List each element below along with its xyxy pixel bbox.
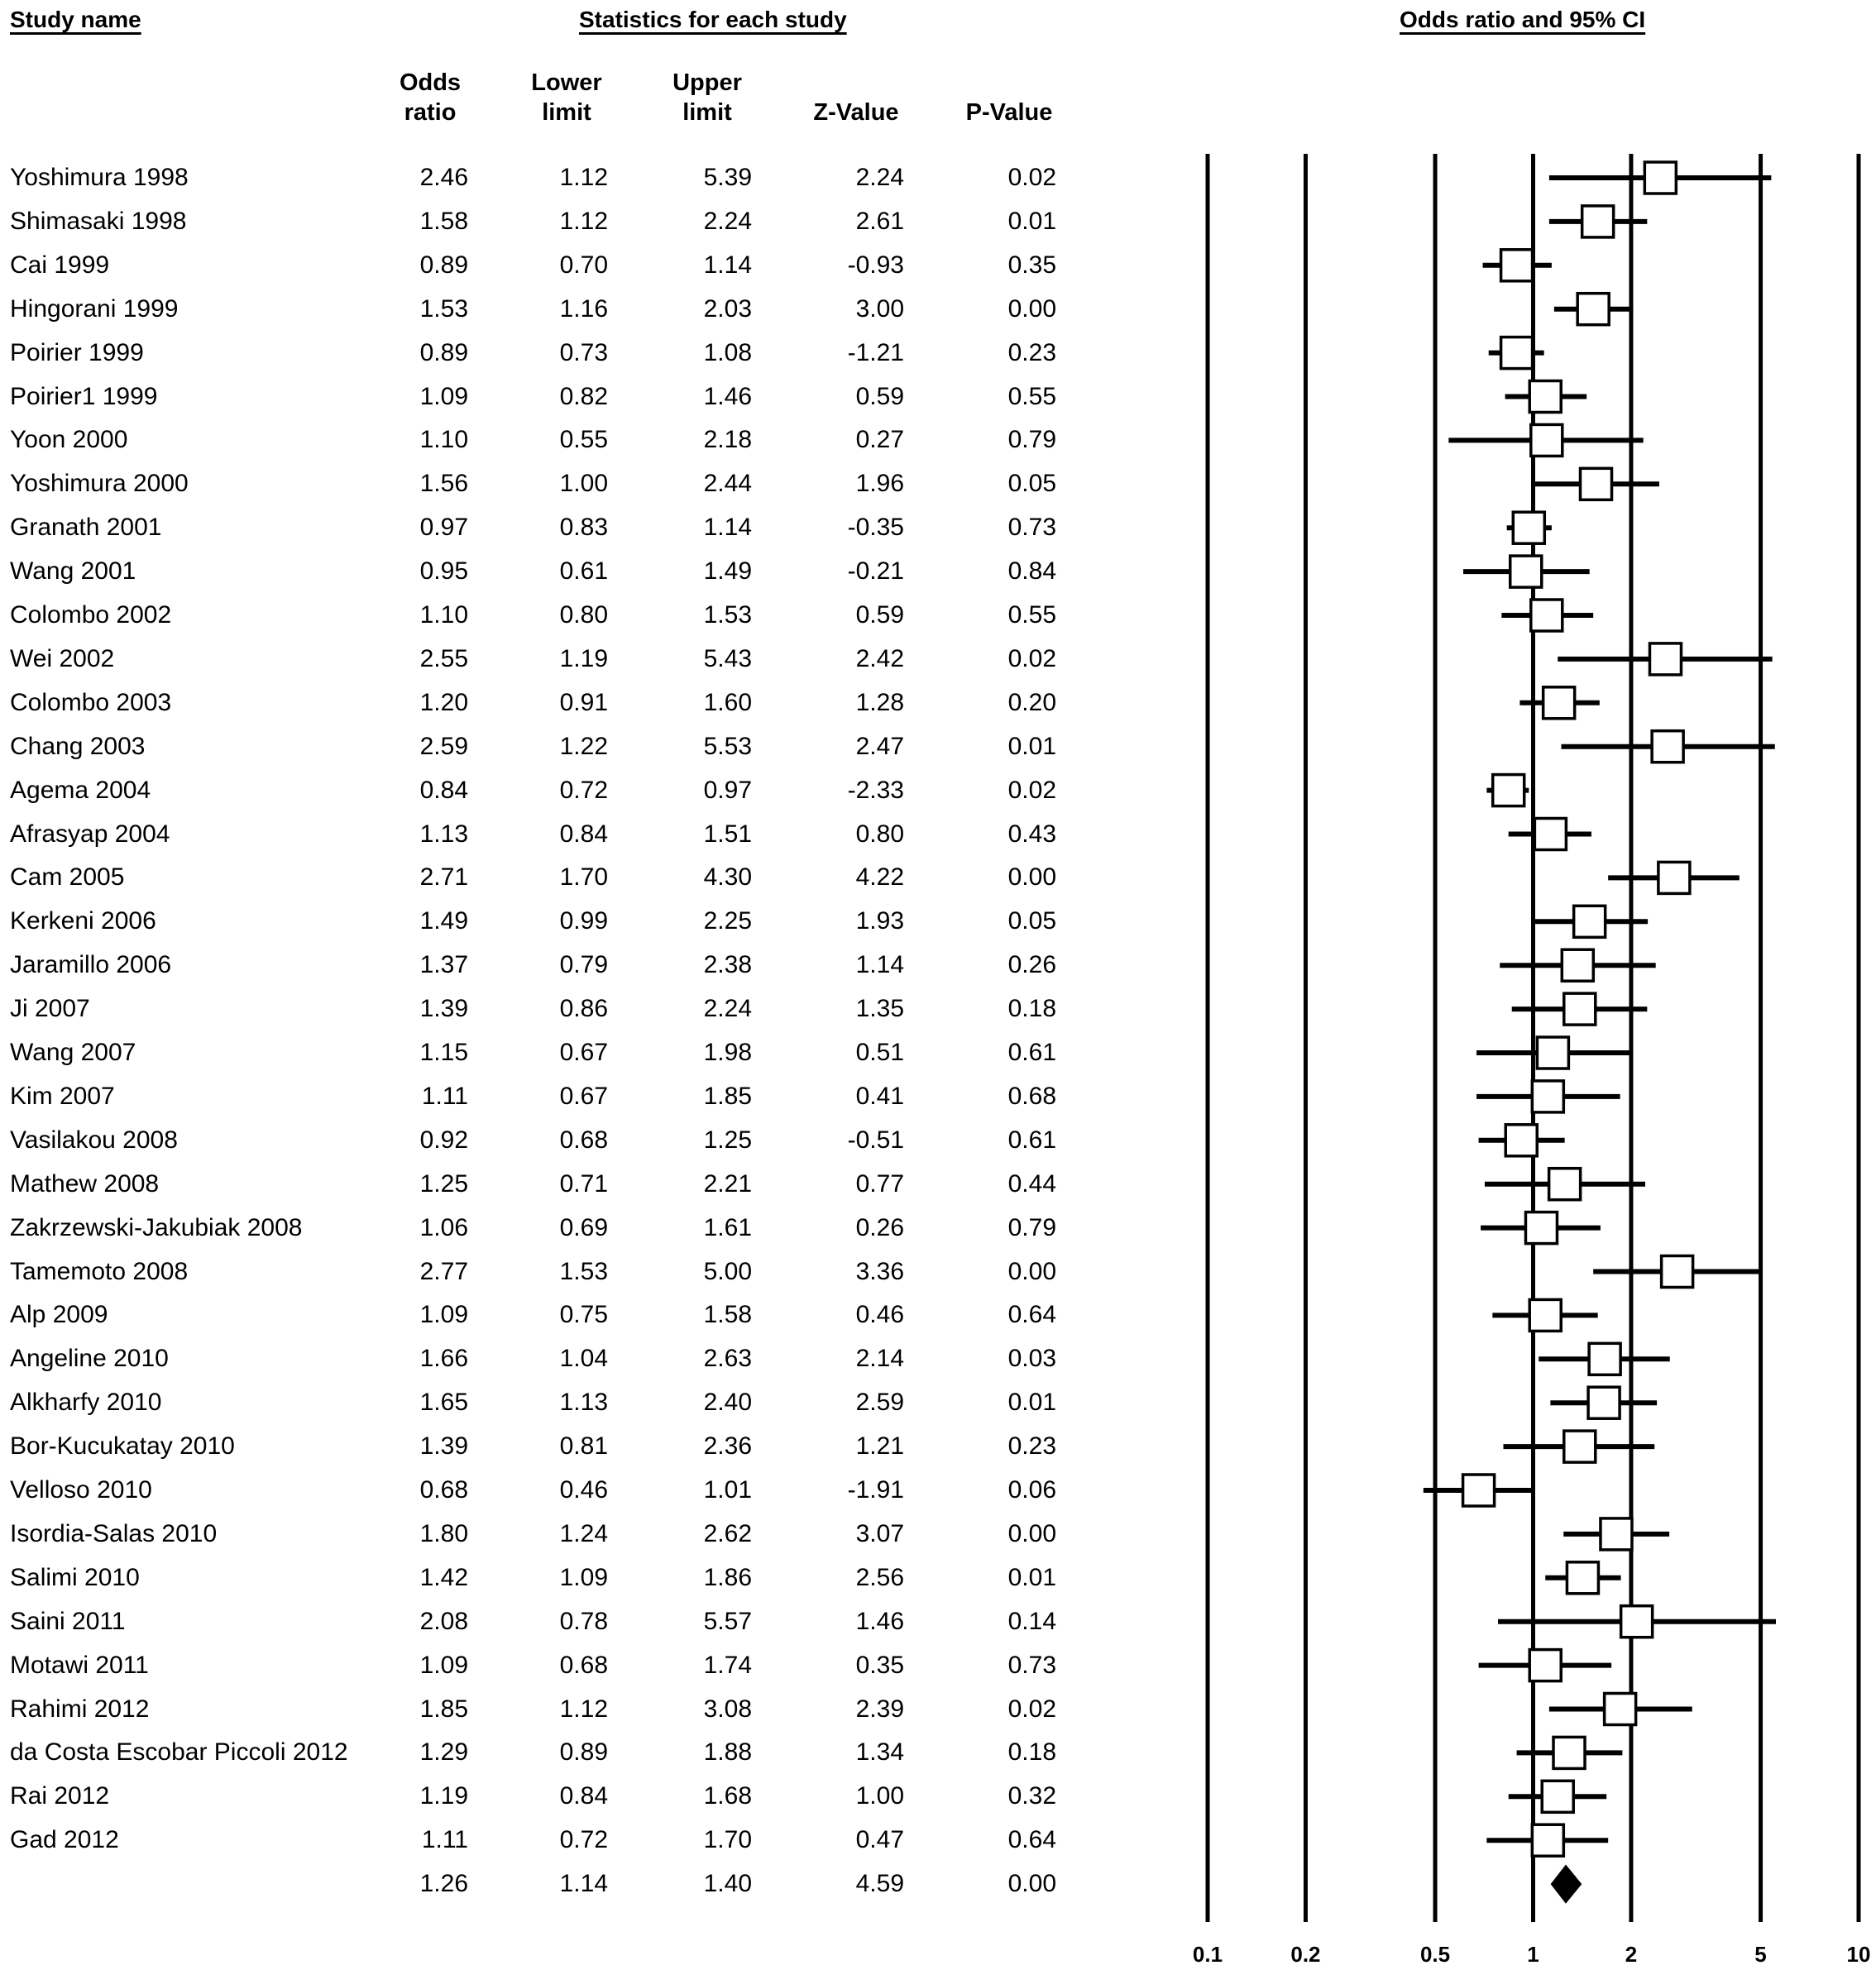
cell-upper-limit: 1.49	[703, 557, 752, 586]
cell-p-value: 0.68	[1007, 1082, 1056, 1110]
cell-odds-ratio: 1.58	[419, 207, 468, 235]
cell-z-value: -2.33	[847, 776, 904, 804]
col-upper-limit: Upper limit	[672, 69, 742, 126]
cell-study-name: Wang 2007	[10, 1039, 136, 1066]
point-estimate-box	[1577, 294, 1609, 325]
cell-z-value: 4.22	[855, 863, 904, 892]
cell-odds-ratio: 1.15	[419, 1039, 468, 1066]
cell-study-name: Motawi 2011	[10, 1651, 149, 1679]
cell-p-value: 0.20	[1007, 688, 1056, 716]
cell-p-value: 0.02	[1007, 1695, 1056, 1723]
cell-p-value: 0.79	[1007, 426, 1056, 454]
header-study-name: Study name	[10, 7, 141, 32]
cell-study-name: Bor-Kucukatay 2010	[10, 1432, 235, 1461]
cell-upper-limit: 2.25	[703, 907, 752, 935]
cell-upper-limit: 2.21	[703, 1169, 752, 1198]
cell-lower-limit: 1.00	[559, 470, 608, 498]
point-estimate-box	[1574, 906, 1606, 937]
cell-odds-ratio: 1.26	[419, 1870, 468, 1898]
cell-odds-ratio: 1.19	[419, 1782, 468, 1810]
cell-p-value: 0.00	[1007, 863, 1056, 892]
cell-p-value: 0.43	[1007, 820, 1056, 848]
cell-p-value: 0.23	[1007, 338, 1056, 366]
cell-study-name: Salimi 2010	[10, 1563, 140, 1591]
cell-z-value: 0.59	[855, 601, 904, 629]
cell-p-value: 0.84	[1007, 557, 1056, 586]
cell-upper-limit: 1.68	[703, 1782, 752, 1810]
cell-z-value: 1.34	[855, 1738, 904, 1767]
point-estimate-box	[1534, 819, 1566, 850]
cell-lower-limit: 0.84	[559, 1782, 608, 1810]
point-estimate-box	[1532, 1824, 1563, 1856]
cell-upper-limit: 1.53	[703, 601, 752, 629]
cell-z-value: -1.91	[847, 1476, 904, 1504]
cell-p-value: 0.73	[1007, 1651, 1056, 1679]
cell-odds-ratio: 2.77	[419, 1257, 468, 1285]
cell-p-value: 0.02	[1007, 776, 1056, 804]
cell-odds-ratio: 1.39	[419, 995, 468, 1023]
point-estimate-box	[1588, 1387, 1620, 1418]
cell-study-name: Afrasyap 2004	[10, 820, 170, 848]
point-estimate-box	[1644, 162, 1676, 194]
point-estimate-box	[1532, 1081, 1563, 1112]
cell-odds-ratio: 1.85	[419, 1695, 468, 1723]
col-lower-limit: Lower limit	[531, 69, 602, 126]
cell-lower-limit: 1.12	[559, 164, 608, 191]
col-p-value: P-Value	[965, 99, 1053, 126]
cell-study-name: Shimasaki 1998	[10, 207, 187, 235]
cell-lower-limit: 0.79	[559, 951, 608, 979]
point-estimate-box	[1531, 600, 1563, 631]
cell-lower-limit: 0.68	[559, 1651, 608, 1679]
cell-p-value: 0.01	[1007, 207, 1056, 235]
cell-lower-limit: 0.99	[559, 907, 608, 935]
cell-odds-ratio: 2.71	[419, 863, 468, 892]
cell-study-name: Cai 1999	[10, 251, 110, 279]
x-tick-label: 0.1	[1192, 1942, 1223, 1967]
cell-upper-limit: 1.58	[703, 1301, 752, 1329]
cell-odds-ratio: 1.39	[419, 1432, 468, 1461]
cell-odds-ratio: 0.97	[419, 514, 468, 542]
point-estimate-box	[1564, 1431, 1596, 1462]
cell-upper-limit: 5.43	[703, 644, 752, 672]
point-estimate-box	[1564, 993, 1596, 1025]
cell-study-name: Kim 2007	[10, 1082, 115, 1110]
point-estimate-box	[1589, 1343, 1620, 1375]
cell-study-name: Tamemoto 2008	[10, 1257, 189, 1285]
cell-odds-ratio: 0.89	[419, 338, 468, 366]
cell-study-name: Poirier 1999	[10, 338, 144, 366]
cell-study-name: Kerkeni 2006	[10, 907, 156, 935]
cell-lower-limit: 0.80	[559, 601, 608, 629]
summary-diamond	[1552, 1866, 1581, 1902]
cell-upper-limit: 1.40	[703, 1870, 752, 1898]
cell-upper-limit: 1.08	[703, 338, 752, 366]
x-tick-label: 1	[1527, 1942, 1539, 1967]
cell-p-value: 0.14	[1007, 1607, 1056, 1635]
cell-p-value: 0.23	[1007, 1432, 1056, 1461]
point-estimate-box	[1662, 1256, 1693, 1288]
point-estimate-box	[1510, 556, 1542, 587]
cell-z-value: 2.39	[855, 1695, 904, 1723]
cell-upper-limit: 2.40	[703, 1389, 752, 1417]
point-estimate-box	[1501, 337, 1533, 369]
cell-z-value: 0.41	[855, 1082, 904, 1110]
cell-lower-limit: 1.19	[559, 644, 608, 672]
cell-lower-limit: 0.61	[559, 557, 608, 586]
cell-lower-limit: 0.72	[559, 776, 608, 804]
cell-odds-ratio: 0.95	[419, 557, 468, 586]
cell-z-value: 3.36	[855, 1257, 904, 1285]
cell-p-value: 0.44	[1007, 1169, 1056, 1198]
cell-z-value: -0.51	[847, 1126, 904, 1154]
cell-odds-ratio: 1.65	[419, 1389, 468, 1417]
point-estimate-box	[1501, 250, 1533, 281]
cell-study-name: Poirier1 1999	[10, 382, 158, 410]
cell-p-value: 0.00	[1007, 294, 1056, 323]
cell-upper-limit: 2.03	[703, 294, 752, 323]
cell-odds-ratio: 2.08	[419, 1607, 468, 1635]
cell-p-value: 0.02	[1007, 644, 1056, 672]
cell-odds-ratio: 0.89	[419, 251, 468, 279]
cell-p-value: 0.01	[1007, 732, 1056, 760]
cell-lower-limit: 0.69	[559, 1213, 608, 1241]
point-estimate-box	[1529, 381, 1561, 413]
cell-z-value: 1.96	[855, 470, 904, 498]
cell-p-value: 0.02	[1007, 164, 1056, 191]
cell-odds-ratio: 1.11	[421, 1826, 468, 1854]
cell-study-name: Vasilakou 2008	[10, 1126, 178, 1154]
cell-odds-ratio: 1.09	[419, 1651, 468, 1679]
cell-lower-limit: 0.55	[559, 426, 608, 454]
cell-lower-limit: 1.16	[559, 294, 608, 323]
cell-odds-ratio: 1.20	[419, 688, 468, 716]
cell-study-name: Jaramillo 2006	[10, 951, 172, 979]
cell-z-value: 0.59	[855, 382, 904, 410]
point-estimate-box	[1525, 1212, 1557, 1244]
cell-z-value: 0.46	[855, 1301, 904, 1329]
cell-study-name: da Costa Escobar Piccoli 2012	[10, 1738, 348, 1767]
point-estimate-box	[1649, 643, 1681, 675]
point-estimate-box	[1463, 1475, 1495, 1506]
cell-study-name: Alkharfy 2010	[10, 1389, 162, 1417]
cell-odds-ratio: 1.37	[419, 951, 468, 979]
x-tick-label: 0.5	[1419, 1942, 1451, 1967]
cell-upper-limit: 2.62	[703, 1519, 752, 1547]
cell-lower-limit: 0.81	[559, 1432, 608, 1461]
cell-study-name: Wei 2002	[10, 644, 115, 672]
cell-upper-limit: 2.38	[703, 951, 752, 979]
cell-lower-limit: 0.68	[559, 1126, 608, 1154]
cell-z-value: 0.47	[855, 1826, 904, 1854]
cell-p-value: 0.03	[1007, 1345, 1056, 1373]
cell-p-value: 0.61	[1007, 1039, 1056, 1066]
cell-upper-limit: 1.01	[703, 1476, 752, 1504]
cell-lower-limit: 0.71	[559, 1169, 608, 1198]
cell-odds-ratio: 1.09	[419, 382, 468, 410]
cell-lower-limit: 1.12	[559, 207, 608, 235]
point-estimate-box	[1537, 1037, 1568, 1069]
cell-upper-limit: 2.44	[703, 470, 752, 498]
cell-study-name: Chang 2003	[10, 732, 146, 760]
cell-p-value: 0.26	[1007, 951, 1056, 979]
cell-lower-limit: 0.86	[559, 995, 608, 1023]
cell-z-value: -0.93	[847, 251, 904, 279]
point-estimate-box	[1652, 731, 1683, 763]
cell-odds-ratio: 1.66	[419, 1345, 468, 1373]
cell-z-value: 2.59	[855, 1389, 904, 1417]
cell-lower-limit: 0.67	[559, 1082, 608, 1110]
cell-z-value: 1.35	[855, 995, 904, 1023]
cell-upper-limit: 2.18	[703, 426, 752, 454]
cell-lower-limit: 1.09	[559, 1563, 608, 1591]
cell-p-value: 0.73	[1007, 514, 1056, 542]
cell-study-name: Ji 2007	[10, 995, 90, 1023]
x-tick-label: 0.2	[1290, 1942, 1321, 1967]
cell-z-value: 1.21	[855, 1432, 904, 1461]
point-estimate-box	[1493, 775, 1524, 806]
cell-lower-limit: 1.70	[559, 863, 608, 892]
cell-z-value: 0.26	[855, 1213, 904, 1241]
cell-z-value: 2.47	[855, 732, 904, 760]
cell-upper-limit: 1.88	[703, 1738, 752, 1767]
cell-z-value: 1.46	[855, 1607, 904, 1635]
cell-upper-limit: 0.97	[703, 776, 752, 804]
cell-z-value: 0.35	[855, 1651, 904, 1679]
cell-lower-limit: 0.84	[559, 820, 608, 848]
cell-lower-limit: 0.72	[559, 1826, 608, 1854]
cell-upper-limit: 1.86	[703, 1563, 752, 1591]
cell-study-name: Colombo 2003	[10, 688, 172, 716]
cell-odds-ratio: 1.09	[419, 1301, 468, 1329]
cell-upper-limit: 5.57	[703, 1607, 752, 1635]
cell-odds-ratio: 2.55	[419, 644, 468, 672]
col-z-value: Z-Value	[813, 99, 899, 126]
cell-z-value: 0.51	[855, 1039, 904, 1066]
cell-lower-limit: 0.75	[559, 1301, 608, 1329]
cell-study-name: Isordia-Salas 2010	[10, 1519, 218, 1547]
cell-upper-limit: 1.61	[703, 1213, 752, 1241]
cell-lower-limit: 0.78	[559, 1607, 608, 1635]
cell-p-value: 0.18	[1007, 1738, 1056, 1767]
cell-study-name: Gad 2012	[10, 1826, 119, 1854]
cell-z-value: 4.59	[855, 1870, 904, 1898]
point-estimate-box	[1543, 687, 1575, 719]
cell-odds-ratio: 1.29	[419, 1738, 468, 1767]
cell-odds-ratio: 1.53	[419, 294, 468, 323]
cell-upper-limit: 1.14	[703, 514, 752, 542]
cell-p-value: 0.55	[1007, 382, 1056, 410]
cell-z-value: 3.00	[855, 294, 904, 323]
cell-study-name: Angeline 2010	[10, 1345, 169, 1373]
cell-lower-limit: 0.73	[559, 338, 608, 366]
point-estimate-box	[1505, 1125, 1537, 1156]
point-estimate-box	[1567, 1562, 1598, 1594]
cell-z-value: 2.14	[855, 1345, 904, 1373]
cell-lower-limit: 1.12	[559, 1695, 608, 1723]
cell-z-value: -1.21	[847, 338, 904, 366]
cell-upper-limit: 1.46	[703, 382, 752, 410]
cell-upper-limit: 5.39	[703, 164, 752, 191]
cell-odds-ratio: 1.11	[421, 1082, 468, 1110]
cell-upper-limit: 5.53	[703, 732, 752, 760]
cell-odds-ratio: 1.49	[419, 907, 468, 935]
cell-study-name: Saini 2011	[10, 1607, 126, 1635]
point-estimate-box	[1601, 1518, 1632, 1550]
cell-p-value: 0.61	[1007, 1126, 1056, 1154]
cell-z-value: -0.35	[847, 514, 904, 542]
header-statistics: Statistics for each study	[579, 7, 847, 32]
cell-upper-limit: 1.51	[703, 820, 752, 848]
cell-lower-limit: 1.14	[559, 1870, 608, 1898]
cell-z-value: 2.42	[855, 644, 904, 672]
cell-lower-limit: 0.67	[559, 1039, 608, 1066]
cell-p-value: 0.32	[1007, 1782, 1056, 1810]
cell-upper-limit: 2.36	[703, 1432, 752, 1461]
cell-z-value: 2.56	[855, 1563, 904, 1591]
cell-upper-limit: 1.25	[703, 1126, 752, 1154]
cell-p-value: 0.35	[1007, 251, 1056, 279]
cell-z-value: 2.24	[855, 164, 904, 191]
cell-study-name: Velloso 2010	[10, 1476, 152, 1504]
cell-odds-ratio: 0.84	[419, 776, 468, 804]
cell-study-name: Rai 2012	[10, 1782, 110, 1810]
cell-p-value: 0.05	[1007, 907, 1056, 935]
cell-study-name: Granath 2001	[10, 514, 162, 542]
cell-z-value: 1.00	[855, 1782, 904, 1810]
cell-odds-ratio: 2.59	[419, 732, 468, 760]
cell-p-value: 0.18	[1007, 995, 1056, 1023]
x-tick-label: 5	[1754, 1942, 1767, 1967]
cell-upper-limit: 2.24	[703, 207, 752, 235]
cell-p-value: 0.01	[1007, 1389, 1056, 1417]
cell-odds-ratio: 1.06	[419, 1213, 468, 1241]
cell-upper-limit: 4.30	[703, 863, 752, 892]
point-estimate-box	[1658, 862, 1690, 893]
cell-odds-ratio: 1.10	[419, 601, 468, 629]
cell-lower-limit: 1.24	[559, 1519, 608, 1547]
x-tick-label: 10	[1846, 1942, 1871, 1967]
cell-lower-limit: 1.04	[559, 1345, 608, 1373]
cell-upper-limit: 2.63	[703, 1345, 752, 1373]
point-estimate-box	[1580, 468, 1611, 500]
cell-study-name: Rahimi 2012	[10, 1695, 150, 1723]
cell-odds-ratio: 0.92	[419, 1126, 468, 1154]
cell-lower-limit: 1.53	[559, 1257, 608, 1285]
cell-odds-ratio: 1.42	[419, 1563, 468, 1591]
cell-lower-limit: 0.89	[559, 1738, 608, 1767]
cell-upper-limit: 1.74	[703, 1651, 752, 1679]
cell-p-value: 0.05	[1007, 470, 1056, 498]
cell-study-name: Colombo 2002	[10, 601, 172, 629]
cell-study-name: Mathew 2008	[10, 1169, 160, 1198]
cell-lower-limit: 1.22	[559, 732, 608, 760]
point-estimate-box	[1531, 424, 1563, 456]
cell-lower-limit: 0.91	[559, 688, 608, 716]
cell-odds-ratio: 0.68	[419, 1476, 468, 1504]
cell-study-name: Wang 2001	[10, 557, 136, 586]
cell-z-value: 1.93	[855, 907, 904, 935]
cell-upper-limit: 1.60	[703, 688, 752, 716]
cell-upper-limit: 1.85	[703, 1082, 752, 1110]
cell-z-value: 0.77	[855, 1169, 904, 1198]
cell-upper-limit: 1.98	[703, 1039, 752, 1066]
point-estimate-box	[1542, 1781, 1573, 1812]
cell-lower-limit: 0.82	[559, 382, 608, 410]
cell-p-value: 0.01	[1007, 1563, 1056, 1591]
cell-study-name: Hingorani 1999	[10, 294, 179, 323]
cell-study-name: Cam 2005	[10, 863, 125, 892]
cell-z-value: 2.61	[855, 207, 904, 235]
cell-z-value: 1.28	[855, 688, 904, 716]
cell-study-name: Yoshimura 2000	[10, 470, 189, 498]
cell-upper-limit: 5.00	[703, 1257, 752, 1285]
cell-p-value: 0.64	[1007, 1301, 1056, 1329]
cell-p-value: 0.79	[1007, 1213, 1056, 1241]
cell-study-name: Yoon 2000	[10, 426, 128, 454]
cell-study-name: Zakrzewski-Jakubiak 2008	[10, 1213, 303, 1241]
point-estimate-box	[1605, 1694, 1636, 1725]
cell-upper-limit: 1.14	[703, 251, 752, 279]
cell-odds-ratio: 1.13	[419, 820, 468, 848]
point-estimate-box	[1621, 1606, 1653, 1638]
cell-p-value: 0.06	[1007, 1476, 1056, 1504]
header-forest: Odds ratio and 95% CI	[1400, 7, 1646, 32]
cell-upper-limit: 2.24	[703, 995, 752, 1023]
cell-lower-limit: 0.46	[559, 1476, 608, 1504]
cell-upper-limit: 3.08	[703, 1695, 752, 1723]
point-estimate-box	[1553, 1737, 1585, 1768]
cell-p-value: 0.00	[1007, 1257, 1056, 1285]
cell-z-value: -0.21	[847, 557, 904, 586]
cell-study-name: Agema 2004	[10, 776, 151, 804]
cell-odds-ratio: 1.56	[419, 470, 468, 498]
cell-study-name: Alp 2009	[10, 1301, 108, 1329]
cell-lower-limit: 0.70	[559, 251, 608, 279]
cell-odds-ratio: 1.10	[419, 426, 468, 454]
point-estimate-box	[1549, 1169, 1581, 1200]
col-odds-ratio: Odds ratio	[399, 69, 462, 126]
point-estimate-box	[1529, 1299, 1561, 1331]
cell-p-value: 0.00	[1007, 1870, 1056, 1898]
cell-z-value: 0.80	[855, 820, 904, 848]
cell-z-value: 0.27	[855, 426, 904, 454]
point-estimate-box	[1582, 206, 1614, 237]
cell-lower-limit: 1.13	[559, 1389, 608, 1417]
cell-z-value: 3.07	[855, 1519, 904, 1547]
cell-lower-limit: 0.83	[559, 514, 608, 542]
x-tick-label: 2	[1625, 1942, 1638, 1967]
cell-odds-ratio: 1.80	[419, 1519, 468, 1547]
cell-study-name: Yoshimura 1998	[10, 164, 189, 191]
cell-odds-ratio: 2.46	[419, 164, 468, 191]
cell-z-value: 1.14	[855, 951, 904, 979]
cell-p-value: 0.55	[1007, 601, 1056, 629]
cell-upper-limit: 1.70	[703, 1826, 752, 1854]
point-estimate-box	[1513, 512, 1544, 543]
cell-p-value: 0.64	[1007, 1826, 1056, 1854]
point-estimate-box	[1529, 1650, 1561, 1681]
cell-odds-ratio: 1.25	[419, 1169, 468, 1198]
point-estimate-box	[1562, 949, 1593, 981]
cell-p-value: 0.00	[1007, 1519, 1056, 1547]
